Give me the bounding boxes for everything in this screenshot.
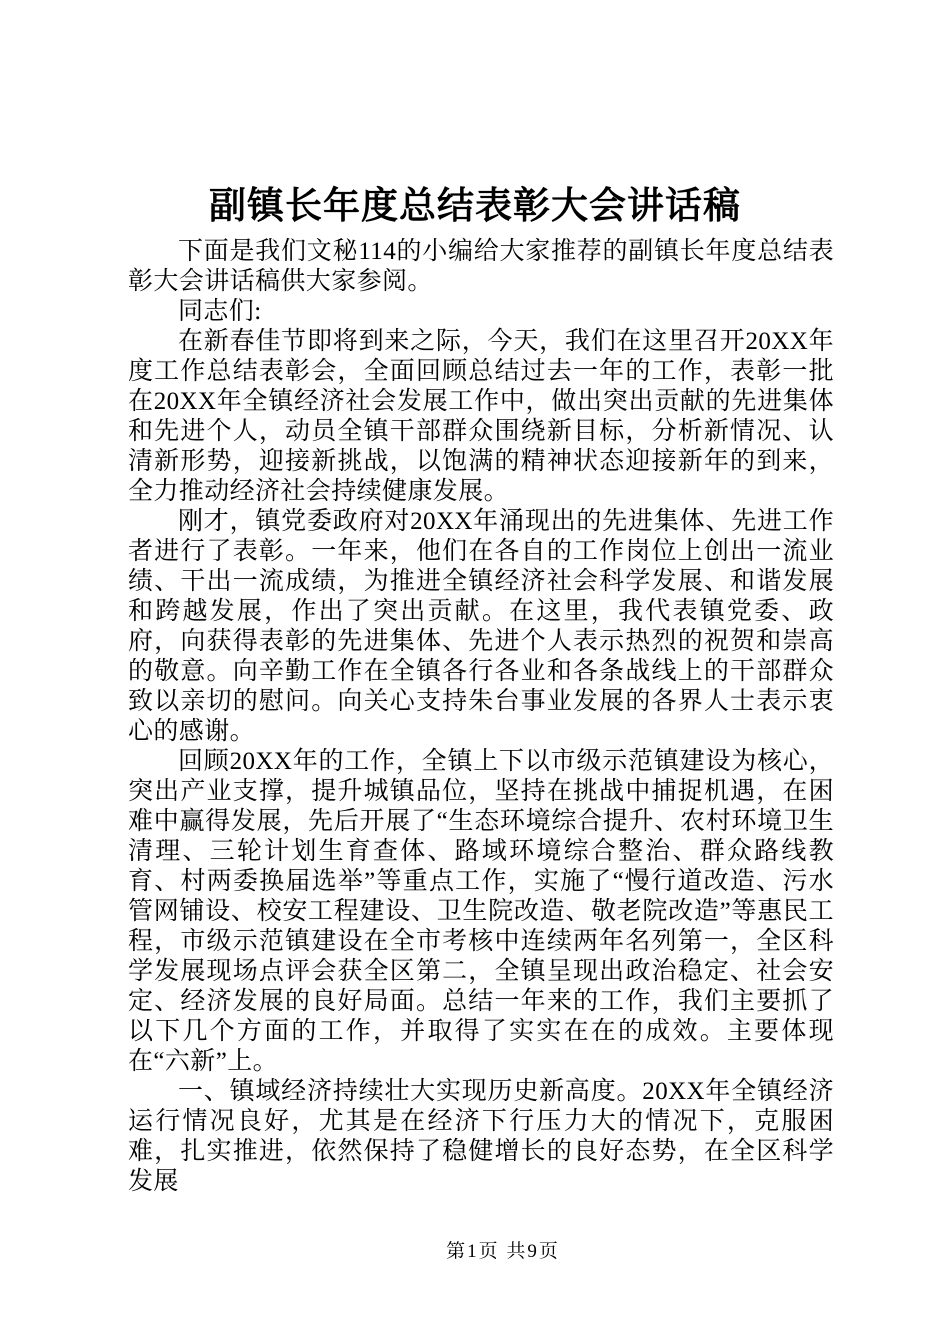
- page-number: 第1页 共9页: [446, 1241, 560, 1262]
- paragraph-year-review: 回顾20XX年的工作，全镇上下以市级示范镇建设为核心，突出产业支撑，提升城镇品位，坚持在挑战中捕捉机遇，在困难中赢得发展，先后开展了“生态环境综合提升、农村环境卫生清理、三轮计划生育查体、路域环境综合整治、群众路线教育、村两委换届选举”等重点工作，实施了“慢行道改造、污水管网铺设、校安工程建设、卫生院改造、敬老院改造”等惠民工程，市级示范镇建设在全市考核中连续两年名列第一，全区科学发展现场点评会获全区第二，全镇呈现出政治稳定、社会安定、经济发展的良好局面。总结一年来的工作，我们主要抓了以下几个方面的工作，并取得了实实在在的成效。主要体现在“六新”上。: [128, 748, 834, 1075]
- paragraph-section-one: 一、镇域经济持续壮大实现历史新高度。20XX年全镇经济运行情况良好，尤其是在经济下行压力大的情况下，克服困难，扎实推进，依然保持了稳健增长的良好态势，在全区科学发展: [128, 1078, 834, 1195]
- document-title: 副镇长年度总结表彰大会讲话稿: [209, 185, 741, 226]
- page-footer: [0, 1240, 950, 1264]
- document-body: [128, 237, 834, 1197]
- paragraph-commendation: 刚才，镇党委政府对20XX年涌现出的先进集体、先进工作者进行了表彰。一年来，他们在各自的工作岗位上创出一流业绩、干出一流成绩，为推进全镇经济社会科学发展、和谐发展和跨越发展，作出了突出贡献。在这里，我代表镇党委、政府，向获得表彰的先进集体、先进个人表示热烈的祝贺和崇高的敬意。向辛勤工作在全镇各行各业和各条战线上的干部群众致以亲切的慰问。向关心支持朱台事业发展的各界人士表示衷心的感谢。: [128, 508, 834, 745]
- paragraph-opening: 在新春佳节即将到来之际，今天，我们在这里召开20XX年度工作总结表彰会，全面回顾总结过去一年的工作，表彰一批在20XX年全镇经济社会发展工作中，做出突出贡献的先进集体和先进个人，动员全镇干部群众围绕新目标，分析新情况、认清新形势，迎接新挑战，以饱满的精神状态迎接新年的到来，全力推动经济社会持续健康发展。: [128, 328, 834, 505]
- paragraph-salutation: 同志们:: [178, 298, 262, 325]
- paragraph-intro: 下面是我们文秘114的小编给大家推荐的副镇长年度总结表彰大会讲话稿供大家参阅。: [128, 238, 834, 295]
